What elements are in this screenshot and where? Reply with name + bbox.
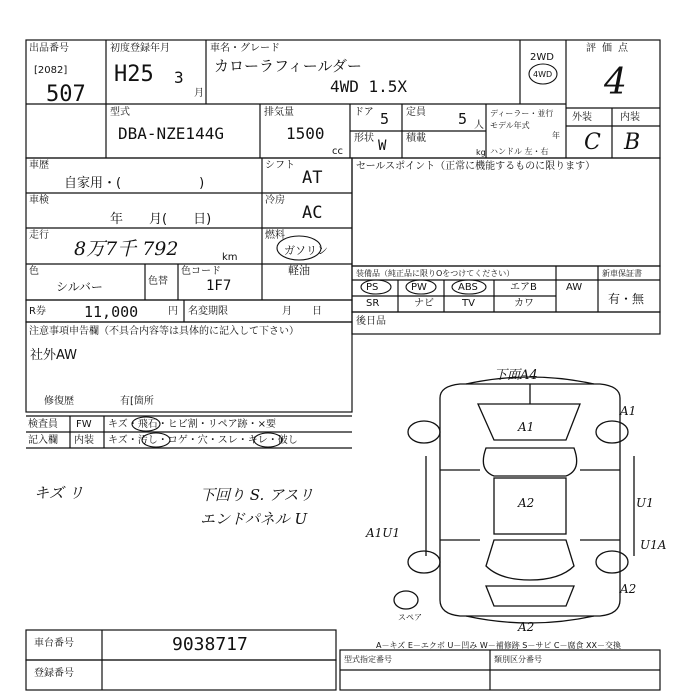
displacement-value: 1500 bbox=[286, 124, 325, 143]
diagram-a2-corner: A2 bbox=[620, 582, 637, 596]
sales-point-label: セールスポイント（正常に機能するものに限ります） bbox=[356, 161, 596, 172]
color-code-label: 色コード bbox=[181, 266, 221, 277]
equip-aw: AW bbox=[566, 282, 583, 293]
diagram-a2-roof: A2 bbox=[518, 496, 535, 510]
recycle-value: 11,000 bbox=[84, 303, 139, 321]
equip-sr: SR bbox=[366, 298, 380, 309]
capacity-label: 定員 bbox=[406, 107, 426, 118]
transfer-value: 月 日 bbox=[282, 306, 322, 317]
shift-value: AT bbox=[302, 168, 323, 188]
mileage-label: 走行 bbox=[29, 230, 49, 241]
history-value: 自家用・( ) bbox=[64, 176, 205, 191]
diagram-a1-hood: A1 bbox=[518, 420, 535, 434]
load-label: 積載 bbox=[406, 133, 426, 144]
diagram-u1a-right: U1A bbox=[640, 538, 667, 552]
mileage-value: 8万7千 792 bbox=[74, 238, 179, 260]
kg-unit: kg bbox=[476, 148, 486, 157]
model-code: DBA-NZE144G bbox=[118, 124, 224, 143]
doors-value: 5 bbox=[380, 110, 390, 128]
interior-label: 内装 bbox=[620, 112, 640, 123]
car-name: カローラフィールダー bbox=[214, 57, 362, 75]
handwritten-note-3: エンドパネル U bbox=[200, 510, 308, 528]
capacity-value: 5 bbox=[458, 110, 468, 128]
reg-era-year: H25 bbox=[114, 62, 154, 87]
exterior-label: 外装 bbox=[572, 112, 592, 123]
inspection-label: 車検 bbox=[29, 195, 49, 206]
exterior-grade: C bbox=[584, 130, 601, 155]
diagram-a1u1-left: A1U1 bbox=[366, 526, 401, 540]
equip-pw: PW bbox=[411, 282, 427, 293]
yen-unit: 円 bbox=[168, 306, 178, 317]
score-value: 4 bbox=[604, 62, 627, 103]
dealer-label: ディーラー・並行 bbox=[490, 109, 554, 118]
handwritten-note-1: キズ リ bbox=[34, 484, 84, 502]
history-label: 車歴 bbox=[29, 160, 49, 171]
inspector-row2-label: 記入欄 bbox=[28, 435, 58, 446]
km-unit: km bbox=[222, 252, 238, 263]
type-designation-label: 型式指定番号 bbox=[344, 655, 392, 664]
notes-text: 社外AW bbox=[30, 348, 78, 363]
month-unit: 月 bbox=[194, 88, 204, 99]
year-unit: 年 bbox=[552, 131, 560, 140]
model-year-label: モデル年式 bbox=[490, 121, 530, 130]
car-body-diagram bbox=[394, 377, 637, 623]
drive-4wd: 4WD bbox=[533, 70, 553, 79]
inspector-interior: 内装 bbox=[74, 435, 94, 446]
transfer-label: 名変期限 bbox=[188, 306, 228, 317]
fuel-label: 燃料 bbox=[265, 230, 285, 241]
recycle-label: R券 bbox=[29, 306, 46, 317]
shape-value: W bbox=[378, 138, 387, 154]
car-name-label: 車名・グレード bbox=[210, 43, 280, 54]
lot-number: 507 bbox=[46, 82, 86, 107]
lot-sub: [2082] bbox=[34, 65, 68, 76]
fuel-diesel: 軽油 bbox=[288, 264, 310, 277]
after-install-label: 後日品 bbox=[356, 316, 386, 327]
cooling-value: AC bbox=[302, 203, 323, 223]
chassis-number: 9038717 bbox=[172, 634, 248, 655]
color-change-label: 色替 bbox=[148, 276, 168, 287]
registration-label: 登録番号 bbox=[34, 668, 74, 679]
equipment-label: 装備品（純正品に限りOをつけてください） bbox=[356, 269, 515, 278]
damage-legend: A－キズ E－エクボ U－凹み W－補修跡 S－サビ C－腐食 XX－交換 bbox=[376, 641, 622, 650]
repair-label: 修復歴 bbox=[44, 396, 74, 407]
diagram-u1-right: U1 bbox=[636, 496, 654, 510]
displacement-label: 排気量 bbox=[264, 107, 294, 118]
lot-label: 出品番号 bbox=[29, 43, 69, 54]
inspector-row1-label: 検査員 bbox=[28, 419, 58, 430]
new-car-value: 有・無 bbox=[608, 292, 645, 306]
equip-leather: カワ bbox=[514, 298, 534, 309]
equip-ps: PS bbox=[366, 282, 379, 293]
inspector-row1: キズ・飛石・ヒビ割・リペア跡・×要 bbox=[108, 419, 276, 430]
first-reg-label: 初度登録年月 bbox=[110, 43, 170, 54]
inspector-fw: FW bbox=[76, 419, 92, 430]
diagram-a1-right: A1 bbox=[620, 404, 637, 418]
new-car-label: 新車保証書 bbox=[602, 269, 642, 278]
cc-unit: cc bbox=[332, 146, 343, 157]
color-code-value: 1F7 bbox=[206, 278, 232, 294]
car-grade: 4WD 1.5X bbox=[330, 77, 408, 96]
repair-value: 有[箇所 bbox=[120, 396, 154, 407]
shift-label: シフト bbox=[265, 160, 295, 171]
score-label: 評価点 bbox=[586, 43, 634, 54]
chassis-label: 車台番号 bbox=[34, 638, 74, 649]
handwritten-note-2: 下回り S. アスリ bbox=[200, 486, 314, 504]
notes-label: 注意事項申告欄（不具合内容等は具体的に記入して下さい） bbox=[29, 326, 299, 337]
inspection-value: 年 月( 日) bbox=[110, 212, 212, 227]
equip-tv: TV bbox=[462, 298, 475, 309]
classification-label: 類別区分番号 bbox=[494, 655, 542, 664]
doors-label: ドア bbox=[354, 107, 374, 118]
diagram-a2-rear: A2 bbox=[518, 620, 535, 634]
shape-label: 形状 bbox=[354, 133, 374, 144]
diagram-spare: スペア bbox=[398, 613, 422, 622]
fuel-gas: ガソリン bbox=[284, 244, 328, 257]
diagram-top-label: 下面A4 bbox=[494, 368, 538, 383]
drive-2wd: 2WD bbox=[530, 52, 554, 63]
reg-month: 3 bbox=[174, 68, 184, 87]
model-label: 型式 bbox=[110, 107, 130, 118]
inspector-row2: キズ・汚し・コゲ・穴・スレ・キレ・破し bbox=[108, 435, 298, 446]
color-label: 色 bbox=[29, 266, 39, 277]
equip-abs: ABS bbox=[458, 282, 478, 293]
handle-label: ハンドル 左・右 bbox=[490, 147, 549, 156]
color-value: シルバー bbox=[56, 280, 103, 294]
cooling-label: 冷房 bbox=[265, 195, 285, 206]
equip-airbag: エアB bbox=[510, 282, 537, 293]
equip-navi: ナビ bbox=[414, 298, 434, 309]
persons-unit: 人 bbox=[474, 120, 484, 131]
interior-grade: B bbox=[624, 130, 641, 155]
